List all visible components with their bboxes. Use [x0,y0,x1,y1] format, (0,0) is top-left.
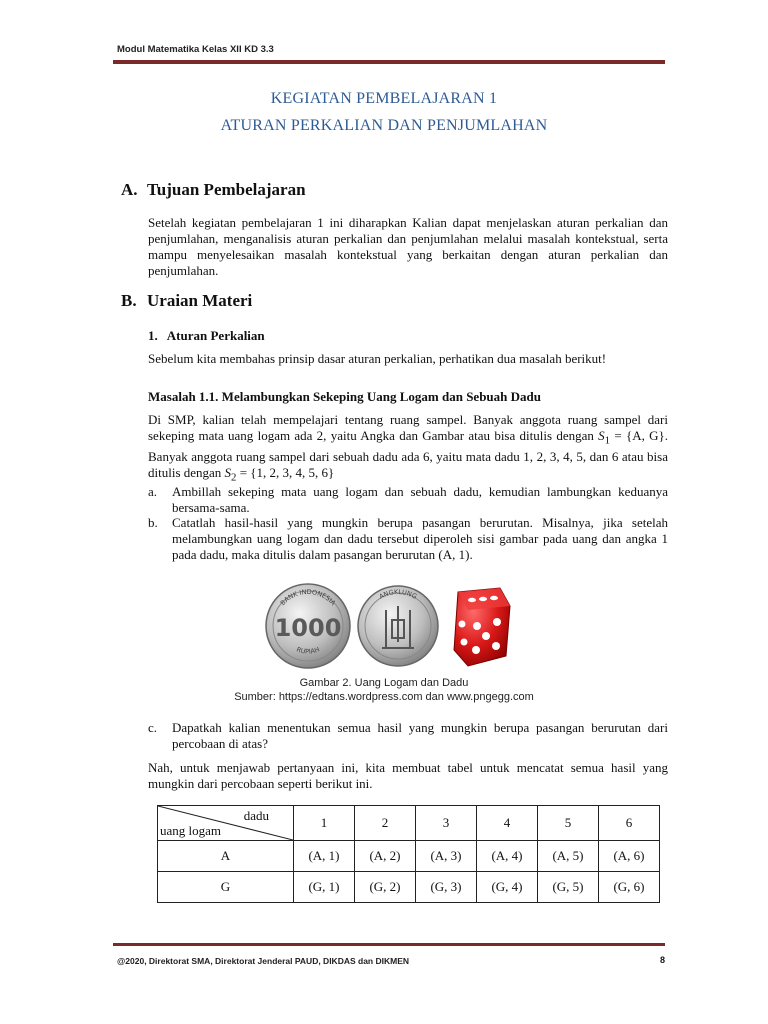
s2-variable: S [224,464,232,480]
list-item-a-text: Ambillah sekeping mata uang logam dan sebuah dadu, kemudian lambungkan keduanya bersama-sama. [172,484,668,515]
table-cell: (A, 2) [355,841,416,872]
table-cell: (G, 4) [477,872,538,903]
s2-subscript: 2 [231,471,237,484]
table-corner-cell [158,806,294,841]
coin-back [358,586,438,666]
section-a-paragraph: Setelah kegiatan pembelajaran 1 ini diharapkan Kalian dapat menjelaskan aturan perkalian dan penjumlahan, menganalisis aturan perkalian dan penjumlahan melalui masalah kontekstual, serta mampu menyelesaikan masalah kontekstual yang berkaitan dengan aturan perkalian dan penjumlahan. [148,215,668,278]
subsection-aturan-perkalian: 1. Aturan Perkalian [148,328,265,343]
corner-dadu-label: dadu [243,808,269,823]
masalah-title: Masalah 1.1. Melambungkan Sekeping Uang Logam dan Sebuah Dadu [148,389,541,404]
list-item-b-label: b. [148,515,158,530]
table-col-header: 1 [294,806,355,841]
footer-copyright: @2020, Direktorat SMA, Direktorat Jenderal PAUD, DIKDAS dan DIKMEN [117,956,410,966]
section-b-letter: B. [121,291,137,310]
list-item-a-label: a. [148,484,158,499]
table-cell: (G, 3) [416,872,477,903]
table-header-row [158,806,660,841]
table-col-header: 4 [477,806,538,841]
coin-front-bottom-text: RUPIAH [295,645,321,656]
coin-value-text: 1000 [274,614,342,642]
table-cell: (A, 5) [538,841,599,872]
module-header: Modul Matematika Kelas XII KD 3.3 [117,44,274,55]
masalah-paragraph [148,412,668,485]
red-die [454,588,510,666]
list-item-c [148,720,668,752]
table-col-header: 3 [416,806,477,841]
coins-and-die-figure [262,580,512,670]
outcome-table [157,805,660,903]
s1-subscript: 1 [604,434,611,447]
figure-source: Sumber: https://edtans.wordpress.com dan www.pngegg.com [234,691,534,703]
table-cell: (G, 1) [294,872,355,903]
page-title: KEGIATAN PEMBELAJARAN 1 [270,90,498,107]
table-cell: (A, 3) [416,841,477,872]
table-cell: (A, 6) [599,841,660,872]
footer-rule [113,943,665,946]
page-subtitle: ATURAN PERKALIAN DAN PENJUMLAHAN [220,117,548,134]
list-item-b [148,515,668,563]
table-cell: (G, 6) [599,872,660,903]
list-item-b-text: Catatlah hasil-hasil yang mungkin berupa pasangan berurutan. Misalnya, jika setelah melambungkan uang logam dan dadu tersebut diperoleh sisi gambar pada uang dan angka 1 pada dadu, maka ditulis dalam pasangan berurutan (A, 1). [172,515,668,562]
table-cell: (G, 2) [355,872,416,903]
masalah-text-3: = {1, 2, 3, 4, 5, 6} [236,464,335,480]
section-b-heading [121,291,252,311]
table-row [158,872,660,903]
table-col-header: 5 [538,806,599,841]
table-cell: (A, 1) [294,841,355,872]
coin-front [266,584,350,668]
page-number: 8 [660,955,666,965]
table-col-header: 6 [599,806,660,841]
table-col-header: 2 [355,806,416,841]
table-row-label: G [158,872,294,903]
section-a-heading [121,180,306,200]
table-cell: (A, 4) [477,841,538,872]
coin-front-top-text: BANK INDONESIA [278,587,338,608]
coin-back-top-text: ANGKLUNG [377,587,419,601]
corner-uang-label: uang logam [160,823,222,838]
table-row [158,841,660,872]
closing-paragraph: Nah, untuk menjawab pertanyaan ini, kita membuat tabel untuk mencatat semua hasil yang mungkin dari percobaan seperti berikut ini. [148,760,668,791]
list-item-c-text: Dapatkah kalian menentukan semua hasil yang mungkin berupa pasangan berurutan dari percobaan di atas? [172,720,668,751]
s1-variable: S [598,428,605,443]
section-b-title: Uraian Materi [147,291,253,310]
section-a-letter: A. [121,180,138,199]
masalah-text-2: = {A, G}. Banyak anggota ruang sampel dari sebuah dadu ada 6, yaitu mata dadu 1, 2, 3, 4, 5, dan 6 atau bisa ditulis dengan [148,428,668,480]
intro-paragraph: Sebelum kita membahas prinsip dasar aturan perkalian, perhatikan dua masalah berikut! [148,351,607,366]
table-cell: (G, 5) [538,872,599,903]
masalah-text-1: Di SMP, kalian telah mempelajari tentang ruang sampel. Banyak anggota ruang sampel dari sekeping mata uang logam ada 2, yaitu Angka dan Gambar atau bisa ditulis dengan [148,412,668,443]
figure-caption: Gambar 2. Uang Logam dan Dadu [299,677,469,689]
list-item-a [148,484,668,516]
table-row-label: A [158,841,294,872]
list-item-c-label: c. [148,720,158,735]
section-a-title: Tujuan Pembelajaran [147,180,306,199]
header-rule [113,60,665,64]
